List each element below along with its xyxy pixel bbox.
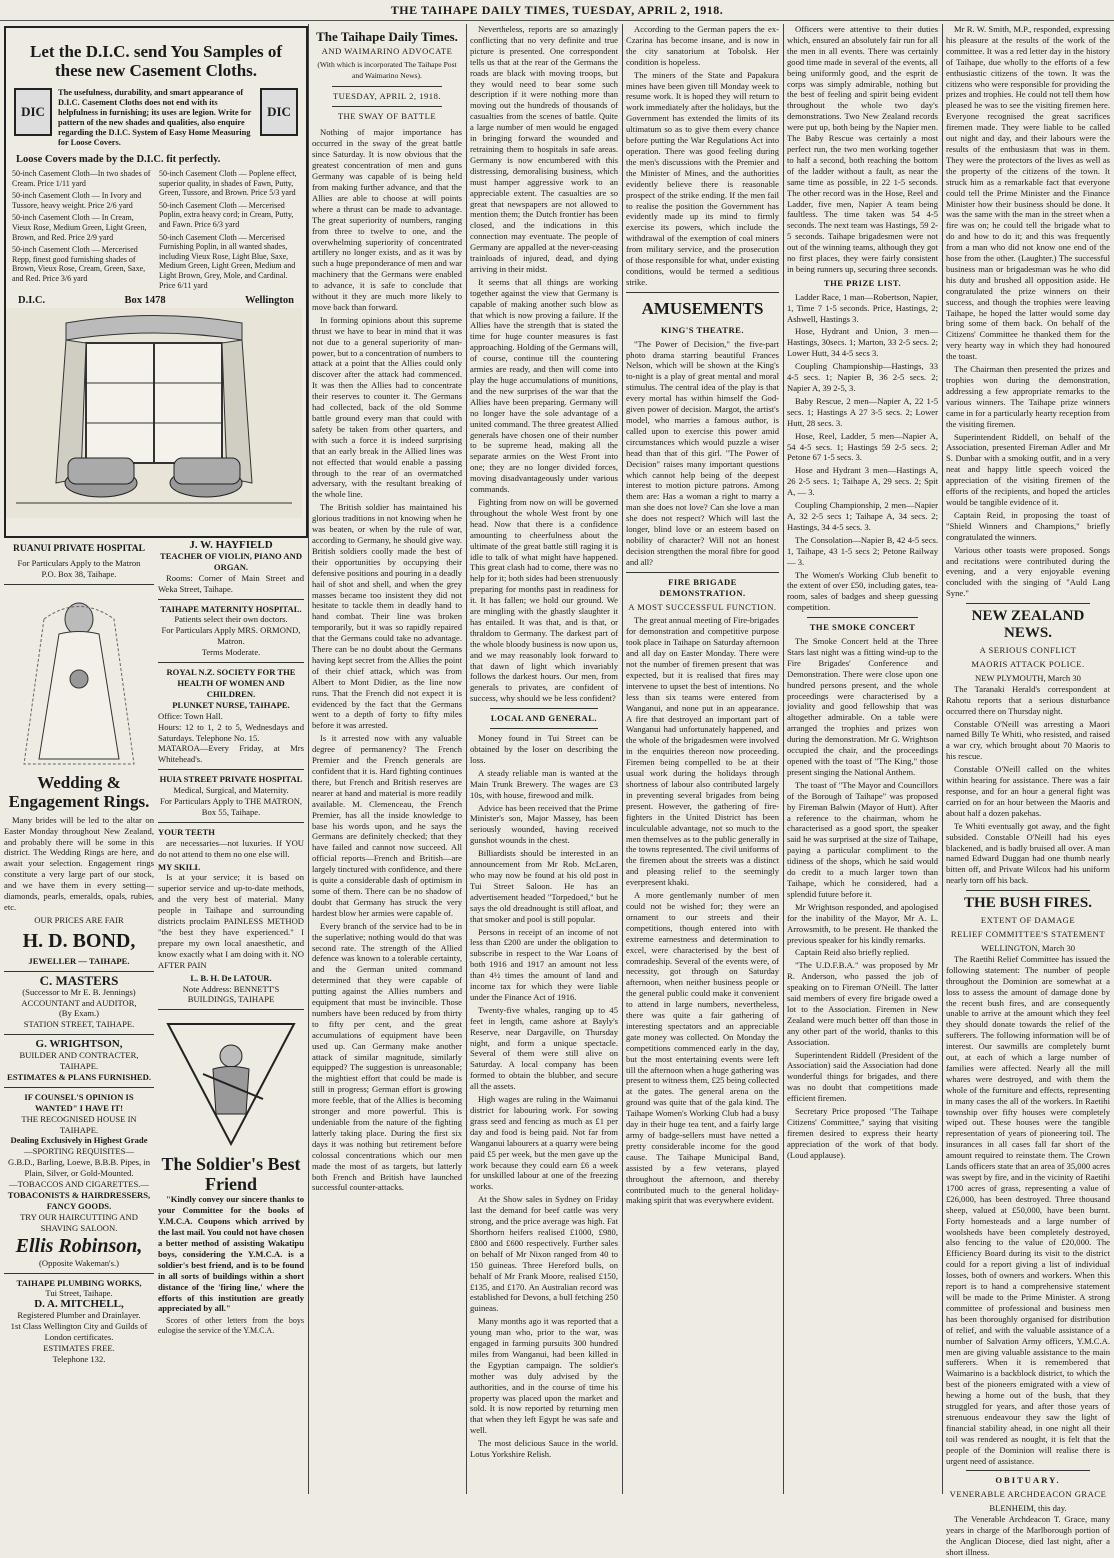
- divider: [158, 599, 304, 600]
- paper-sub: AND WAIMARINO ADVOCATE: [321, 45, 453, 56]
- dic-item: 50-inch Casement Cloth — In Ivory and Tussore, heavy weight. Price 2/6 yard: [12, 191, 142, 210]
- counsel-title: IF COUNSEL'S OPINION IS WANTED" I HAVE IT!: [24, 1091, 134, 1113]
- column-2: [158, 540, 304, 1495]
- delatour-addr: Note Address: BENNETT'S BUILDINGS, TAIHAPE: [182, 983, 280, 1005]
- dic-item: 50-inch Casement Cloth — Mercerised Repp, finest good furnishing shades of Brown, Vieux Rose, Cream, Green, Saxe, and Red. Price 3/6 yard: [12, 245, 146, 283]
- nz-news-sub: A SERIOUS CONFLICT: [979, 645, 1077, 656]
- amusements-sub: KING'S THEATRE.: [660, 324, 745, 335]
- bush-sub: EXTENT OF DAMAGE: [980, 915, 1076, 926]
- paragraph: "The U.D.F.B.A." was proposed by Mr R. Anderson, who passed the job of speaking on to Fireman O'Neill. The latter said members of every fire brigade owed a lot to the Association. Firemen in New Zealand were much better off than those in any other part of the world, thanks to this Association.: [787, 960, 938, 1047]
- paper-date: TUESDAY, APRIL 2, 1918.: [332, 90, 442, 101]
- ruanui-title: RUANUI PRIVATE HOSPITAL: [13, 544, 145, 554]
- bride-illustration: [4, 589, 154, 769]
- divider: [4, 1087, 154, 1088]
- fire-body: [626, 615, 779, 1206]
- paragraph: Is it arrested now with any valuable degree of permanency? The French Premier and the French generals are confident that it is. Hard fighting continues there, but French and British reserves are nearer at hand and material is more readily available. M. Clemenceau, the French Premier, has all the inside knowledge to base his words upon, and he says the Germans are definitely checked; that they have failed and cannot now succeed. All official reports—French and British—are largely tinctured with confidence, and there is quite a considerable dash of optimism in some of them. There can be no shadow of doubt that Germany has struck the very hardest blow her armies were capable of.: [312, 733, 462, 918]
- column-7: [946, 24, 1110, 1557]
- paragraph: The British soldier has maintained his glorious traditions in not knowing when he was beaten, or when by the rule of war, according to Germany, he should give way. British soldiers coolly made the best of their opportunities by occupying their defensive positions and pouring in a deadly hail of shot and shell, and when the grey masses became too insistent they did not hesitate to tackle them in deadly hand to hand combat. Their line was broken temporarily, but it was so rapidly repaired that the Germans could take no advantage. There can be no doubt about the Germans having kept secret from the Allies the point of their chief attack, which was from Albert to Mont Didier, as the line now runs. That the French did not expect it is evidenced by the fact that the Germans went to a depth of forty to fifty miles before it was arrested.: [312, 502, 462, 731]
- paragraph: Constable O'Neill was arresting a Maori named Billy Te Whiti, who resisted, and raised a war cry, which brought about 70 Maoris to his rescue.: [946, 718, 1110, 762]
- window-illustration: [6, 308, 302, 518]
- column-5: [626, 24, 779, 1494]
- dic-logo-left: DIC: [14, 88, 52, 136]
- dic-headline: Let the D.I.C. send You Samples of these new Casement Cloths.: [29, 42, 283, 80]
- divider: [966, 890, 1090, 891]
- wrighton-name: G. WRIGHTSON,: [35, 1038, 123, 1051]
- bond-name: H. D. BOND,: [22, 929, 136, 952]
- divider: [490, 708, 598, 709]
- obituary-sub: VENERABLE ARCHDEACON GRACE: [949, 1489, 1107, 1500]
- divider: [966, 603, 1090, 604]
- paragraph: Baby Rescue, 2 men—Napier A, 22 1-5 secs. 1; Hastings A 27 3-5 secs. 2; Lower Hutt, 28 secs. 3.: [787, 395, 938, 428]
- dic-advertisement: [4, 26, 308, 538]
- fire-sub: A MOST SUCCESSFUL FUNCTION.: [628, 601, 777, 612]
- paragraph: Billiardists should be interested in an announcement from Mr Rob. McLaren, who may now be found at his old post in Tui Street Saloon. He has an advertisement headed "Torpedoed," but he says the old dreadnought is still afloat, and that smoker and pool is still popular.: [470, 848, 618, 924]
- paragraph: Advice has been received that the Prime Minister's son, Major Massey, has been seriously wounded, having received gunshot wounds in the chest.: [470, 802, 618, 846]
- huia-line2: For Particulars Apply to THE MATRON, Box 55, Taihape.: [159, 796, 303, 817]
- paragraph: Te Whiti eventually got away, and the fight subsided. Constable O'Neill had his eyes blackened, and is badly bruised all over. A man named Edward Duggan had one thumb nearly bitten off, and Private Wilcox had his uniform nearly torn off his back.: [946, 820, 1110, 886]
- paper-sub2: (With which is incorporated The Taihape Post and Waimarino News).: [317, 59, 457, 80]
- divider: [332, 86, 442, 87]
- soldier-triangle-illustration: [158, 1014, 304, 1154]
- dic-item: 50-inch Casement Cloth — Mercerised Poplin, extra heavy cord; in Cream, Putty, and Fawn. Price 6/3 yard: [159, 200, 294, 229]
- dic-item: 50-inch Casement Cloth—In two shades of Cream. Price 1/11 yard: [12, 169, 151, 188]
- paragraph: Hose, Reel, Ladder, 5 men—Napier A, 54 4-5 secs. 1; Hastings 59 2-5 secs. 2; Petone 67 1-5 secs. 3.: [787, 430, 938, 463]
- local-general-head: LOCAL AND GENERAL.: [490, 713, 598, 724]
- paragraph: A more gentlemanly number of men could not be wished for; they were an ornament to our streets and their competitions, though entered into with extreme earnestness and determination to excel, were characterised by the best of comradeship. Several of the events were, of necessity, got through on Saturday afternoon, when neither business people or the general public could make it convenient to attend in large numbers, nevertheless, there was quite a fair gathering of interesting spectators and an appreciable gate money was collected. On Monday the competitions commenced early in the day, but the most entertaining events were left till the afternoon when a huge gathering was present to witness them, £25 being collected at the gates. The general arena on the ground was quite that of the gala kind. The Taihape Women's Working Club had a busy day in their huge tea tent, and a fairly large army of badge-sellers must have netted a pretty considerable income for the good cause. The Taihape Municipal Band, assisted by a few veterans, played throughout the afternoon, and thereby contributed much to the general holiday-making spirit that was everywhere evident.: [626, 890, 779, 1206]
- dic-intro: The usefulness, durability, and smart appearance of D.I.C. Casement Cloths does not end with its helpfulness in furnishing; its uses are legion. Write for pattern of the new shades and qualities, also enquire regarding the D.I.C. System of Easy Home Measuring for Loose Covers.: [58, 88, 252, 147]
- delatour-name: L. B. H. De LATOUR.: [190, 972, 272, 983]
- paragraph: Twenty-five whales, ranging up to 45 feet in length, came ashore at Bayly's Reserve, near Dargaville, on Thursday night, and form a unique spectacle. Several of them were still alive on Saturday. A local company has been formed to obtain the blubber, and secure all the assets.: [470, 1004, 618, 1092]
- smoke-concert-body: [787, 636, 938, 1161]
- dic-right-items: [159, 169, 300, 293]
- divider: [4, 971, 154, 972]
- bond-prices: OUR PRICES ARE FAIR: [34, 914, 124, 925]
- paragraph: Coupling Championship, 2 men—Napier A, 32 2-5 secs 1; Taihape A, 34 secs. 2; Hastings, 34 4-5 secs. 3.: [787, 500, 938, 532]
- column-rule: [783, 24, 784, 1494]
- paragraph: Superintendent Riddell (President of the Association) said the Association had done wonderful things for brigades, and there was no doubt that competitions made efficient firemen.: [787, 1049, 938, 1104]
- bond-title: Wedding & Engagement Rings.: [8, 772, 150, 811]
- amusements-body: [626, 339, 779, 568]
- plumbing-tel: Telephone 132.: [52, 1353, 106, 1364]
- plunket-line2: Hours: 12 to 1, 2 to 5, Wednesdays and Saturdays. Telephone No. 15.: [158, 721, 304, 743]
- smoke-concert-continued: [946, 24, 1110, 599]
- nz-news-sub2: MAORIS ATTACK POLICE.: [971, 659, 1085, 670]
- paragraph: Many months ago it was reported that a young man who, prior to the war, was engaged in farming pursuits 300 hundred miles from Wanganui, had been killed in the Egyptian campaign. The soldier's mother was duly advised by the authorities, and in the course of time his property was placed upon the market and sold. It is now reported by returning men that when they left Egypt he was safe and well.: [470, 1316, 618, 1436]
- paragraph: "The Power of Decision," the five-part photo drama starring beautiful Frances Nelson, which will be shown at the King's to-night is a play of great mental and moral stimulus. The central idea of the play is that every mortal has within himself the God-given power of decision. Margot, the artist's model, who marries a famous author, is called upon to exercise this power amid circumstances which would puzzle a wiser head than that of this girl. "The Power of Decision" raises many important questions which cannot help being of the deepest interest to motion picture patrons. Among them are: Has a woman a right to marry a man she does not love? Can she love a man she does not respect? Which will last the longer, blind love or an esteem based on nobility of character? Will not an honest decision strengthen the moral fibre for good and all?: [626, 338, 779, 567]
- dic-name: D.I.C.: [18, 295, 46, 307]
- plumbing-title: TAIHAPE PLUMBING WORKS,: [16, 1277, 142, 1288]
- hayfield-line1: TEACHER OF VIOLIN, PIANO AND ORGAN.: [159, 550, 303, 572]
- ruanui-address: P.O. Box 38, Taihape.: [41, 568, 117, 579]
- soldier-footer: Scores of other letters from the boys eulogise the service of the Y.M.C.A.: [158, 1316, 304, 1336]
- news-items: [626, 24, 779, 288]
- paragraph: High wages are ruling in the Waimanui district for labouring work. For sowing grass seed and fencing as much as £1 per day and food is being paid. Not far from Wanganui labourers at a quarry were being paid £5 per week, but the men gave up the work because they could earn £6 a week for unskilled labour at one of the freezing works.: [470, 1094, 618, 1192]
- teeth-body: are necessaries—not luxuries. If YOU do not attend to them no one else will.: [158, 837, 304, 859]
- fire-head: FIRE BRIGADE DEMONSTRATION.: [659, 576, 746, 598]
- plunket-title: ROYAL N.Z. SOCIETY FOR THE HEALTH OF WOMEN AND CHILDREN.: [166, 667, 296, 699]
- skill-head: MY SKILL: [158, 861, 201, 872]
- plunket-line3: MATAROA—Every Friday, at Mrs Whitehead's.: [158, 743, 304, 765]
- dic-item: 50-inch Casement Cloth — Mercerised Furnishing Poplin, in all wanted shades, including Vieux Rose, Light Blue, Saxe, Medium Green, Light Green, Medium and Light Brown, Grey, Mole, and Cardinal. Price 6/11 yard: [159, 232, 296, 290]
- divider: [158, 822, 304, 823]
- dic-loose-covers: Loose Covers made by the D.I.C. fit perfectly.: [16, 154, 221, 165]
- divider: [332, 106, 442, 107]
- divider: [626, 572, 779, 573]
- maternity-title: TAIHAPE MATERNITY HOSPITAL.: [160, 603, 302, 614]
- dic-city: Wellington: [244, 295, 294, 307]
- bush-dateline: WELLINGTON, March 30: [980, 942, 1076, 953]
- paragraph: Constable O'Neill called on the whites within hearing for assistance. There was a fair response, and for an hour a general fight was carried on for an hour between the Maoris and about half a dozen pakehas.: [946, 764, 1110, 818]
- divider: [966, 1470, 1090, 1471]
- bond-trade: JEWELLER — TAIHAPE.: [28, 955, 130, 966]
- divider: [626, 292, 779, 293]
- counsel-line5: TOBACONISTS & HAIRDRESSERS, FANCY GOODS.: [7, 1190, 151, 1211]
- column-4: [470, 24, 618, 1494]
- soldier-title: The Soldier's Best Friend: [161, 1154, 301, 1195]
- column-rule: [466, 24, 467, 1494]
- paragraph: Every branch of the service had to be in the superlative; nothing would do that was second rate. The strength of the Allied defence was known to a tolerable certainty, and the German united command determined that they were capable of putting against the Allies numbers and equipment that must be invincible. Those numbers have been reduced by from thirty to fifty per cent, and the great accumulations of equipment have been used up. Can Germany make another attack of similar magnitude, similarly equipped? The suggestion is unreasonable; the mightiest effort that could be made is still in progress; German effort is growing more feeble, that of the Allies is becoming stronger and more powerful. This is undeniable from the nature of the fighting latterly taking place. During the first six days it was nothing but retirement before colossal concentrations which our men made the most of as targets, but latterly both French and British have launched successful counter-attacks.: [312, 920, 462, 1193]
- huia-line1: Medical, Surgical, and Maternity.: [173, 785, 289, 796]
- bush-head: THE BUSH FIRES.: [964, 895, 1092, 912]
- masters-line1: ACCOUNTANT and AUDITOR,: [21, 997, 137, 1008]
- prize-list: [787, 292, 938, 613]
- paragraph: The miners of the State and Papakura mines have been given till Monday week to resume work. It is hoped they will return to work immediately after the holidays, but the Government has extended the limits of its ultimatum so as to give them every chance before putting the War Regulations Act into operation. There was good feeling during the men's discussions with the Premier and the Minister of Mines, and the authorities evidently believe there is reasonable prospect of the strike ending. If the men fail to realise the position the Government has evidently made up its mind to firmly exercise its powers, which include the withdrawal of the exemption of coal miners from military service, and the prosecution of those responsible for what, under existing conditions, would be termed a seditious strike.: [626, 69, 779, 287]
- masters-sub: (Successor to Mr E. B. Jennings): [22, 986, 136, 997]
- maternity-line2: For Particulars Apply MRS. ORMOND, Matron.: [161, 625, 301, 647]
- counsel-line3: G.B.D., Barling, Loewe, B.B.B. Pipes, in Plain, Silver, or Gold-Mounted.: [7, 1157, 151, 1179]
- obituary-text: The Venerable Archdeacon T. Grace, many years in charge of the Marlborough portion of the Anglican Diocese, died last night, after a short illness.: [946, 1514, 1110, 1557]
- paragraph: The Smoke Concert held at the Three Stars last night was a fitting wind-up to the Fire Brigades' Conference and Demonstration. There were close upon one hundred persons present, and the whole proceedings were characterised by a joviality and good fellowship that was altogether admirable. On a table were arranged the trophies and prizes won during the demonstration. Mr G. Wrightson occupied the chair, and the proceedings opened with the toast of "The King," those present singing the National Anthem.: [787, 636, 938, 777]
- teeth-head: YOUR TEETH: [158, 826, 215, 837]
- paragraph: The most delicious Sauce in the world. Lotus Yorkshire Relish.: [470, 1438, 618, 1460]
- paragraph: Mr R. W. Smith, M.P., responded, expressing his pleasure at the results of the work of the committee. It was a red letter day in the history of Taihape, due wholly to the efforts of a few enthusiastic citizens of the town. It was the citizens who were responsible for providing the prizes and trophies. He could not tell them how pleased he was to see the visiting firemen here. Everyone recognised the great sacrifices firemen made. They were liable to be called out night and day, and their labours were the results of the enthusiasm that was in them. They were the protectors of the lives as well as the property of the citizens of the town. It struck him as a remarkable fact that everyone could tell the Prime Minister and the Finance Minister how their business should be done. It was the same with the man in the street when a fire was on; he could tell the brigade what to do and how to do it; and this was frequently from a man who did not know one end of the hose from the other. (Laughter.) The successful business man or brigadesman was he who did his duty and brushed all opposition aside. He congratulated the prize winners on their success, and though the trophies were leaving Taihape, he hoped the latter would some day bring some of them back. On behalf of the Citizens' Committee he thanked them for the very hearty way in which they had honoured the toast.: [946, 24, 1110, 362]
- column-rule: [308, 24, 309, 1494]
- paragraph: The Raetihi Relief Committee has issued the following statement: The number of people throughout the Dominion are somewhat at a loss to assess the amount of damage done by the recent bush fires, and are consequently unable to arrive at the amount which they feel they should donate towards the relief of the sufferers. The following information will be of interest. Our sawmills are completely burnt out, at each of which a large number of families were affected. Nearly all the mill whares were destroyed, and with them the whole of the furniture and effects, representing in many cases the all of the workers. In Raetihi township over fifty houses were completely wiped out. These houses were the tangible representation of years of pioneering toil. The insurances in all cases fall far short of the amount required to reinstate them. The Crown Lands officers state that an area of 35,000 acres was swept by fire, and in the vicinity of Raetihi 1700 acres of grass, representing a value of £26,000, has been destroyed. Three thousand sheep, valued at £50,000, have been burnt. Forty homesteads and a large number of woolsheds have been completely destroyed, also fencing to the value of £20,000. The Efficiency Board during its visit to the district could for a report giving a list of individual losses, both of owners and workers. When this report is to hand a comprehensive statement will be made to the Prime Minister. A strong committee of professional and business men has been thoroughly organised for distribution of relief, and with the valuable assistance of a number of Salvation Army officers, Y.M.C.A. men are giving valuable assistance to the main sufferers. When it is remembered that Waimarino is a backblock district, to which the best of the pioneers emigrated with a view of hewing a home out of the bush, that they struggled for years, and after those years of strenuous endeavour they saw the light of financial stability ahead, in one night all their toil was rendered as nought, it is felt that the people of the Dominion will realise there is urgent need of assistance.: [946, 953, 1110, 1466]
- masters-line2: (By Exam.): [58, 1008, 100, 1019]
- hayfield-name: J. W. HAYFIELD: [189, 539, 273, 551]
- paragraph: The toast of "The Mayor and Councillors of the Borough of Taihape" was proposed by Fireman Balwin (Mayor of Hutt). After a reference to the chairman, whom he characterised as a good sport, the speaker said he was surprised at the size of Taihape, paying a particular compliment to the tidiness of the shops, which he said would do credit to a much larger town than Taihape, which he considered, had a splendid future before it.: [787, 779, 938, 899]
- paragraph: Nothing of major importance has occurred in the sway of the great battle since Saturday. It is now obvious that the greatest concentration of men and guns Germany was capable of is being held from making further advance, and that the Allies are able to choose at will points where a thrust can be made to advantage. The great superiority of numbers, ranging from three to twelve to one, and the overwhelming superiority of concentrated artillery no longer exists, and as it was by such a huge preponderance of men and war machinery that the Germans were enabled to advance, it is safe to conclude that without it they are much more likely to move back than forward.: [312, 127, 462, 312]
- counsel-line1: Dealing Exclusively in Highest Grade: [10, 1135, 148, 1146]
- paragraph: It seems that all things are working together against the view that Germany is capable of making another such blow as that which is now proving a failure. If the Allies have the strength that is stated the time for huge counter measures is fast approaching. Holding of the Germans will, of course, continue till the countering armies are ready, and then will come into play the huge accumulations of munitions, and the new surprises of the war that the Allies have been preparing. Germany will no longer have the sole advantage of a united command. The three greatest Allied generals have chosen one of their number to be supreme head, making all the separate armies on the West Front into one; they are no longer divided forces, moving disadvantageously under various commands.: [470, 276, 618, 495]
- divider: [4, 584, 154, 585]
- wrighton-line2: TAIHAPE.: [59, 1061, 99, 1072]
- paper-title: The Taihape Daily Times.: [316, 29, 458, 44]
- skill-body: Is at your service; it is based on superior service and up-to-date methods, and the very best of material. Many people in Taihape and surrounding districts proclaim PAINLESS METHOD "the best they have experienced." I prepare my own local anaesthetic, and know exactly what I am doing with it. NO AFTER PAIN: [158, 872, 304, 970]
- editorial-body: [312, 127, 462, 1193]
- smoke-head: THE SMOKE CONCERT: [809, 622, 916, 633]
- masters-name: C. MASTERS: [39, 972, 119, 988]
- paragraph: Hose, Hydrant and Union, 3 men—Hastings, 30secs. 1; Marton, 33 2-5 secs. 2; Lower Hutt, 34 4-5 secs 3.: [787, 326, 938, 359]
- paragraph: A steady reliable man is wanted at the Main Trunk Brewery. The wages are £3 10s, with house, firewood and milk.: [470, 767, 618, 800]
- bush-sub2: RELIEF COMMITTEE'S STATEMENT: [950, 929, 1106, 940]
- paragraph: Fighting from now on will be governed throughout the whole West front by one head. Now that there is a confidence amounting to cheerfulness about the ultimate of the great battle still raging it is idle to talk of what might have happened. This great clash had to come, there was no help for it; both sides had been strenuously preparing for months past in readiness for it. It has fallen; we hold our ground. We are mingling with the ghastly slaughter it has entailed. It was that, and is that, or thraldom to Germany. The darkest part of the whole bloody business is now upon us, and we may reasonably look forward to that dawn of light which invariably follows the darkest hours. Our men, from generals to privates, are confident of success, why should we be less confident?: [470, 496, 618, 704]
- paragraph: Captain Reid also briefly replied.: [795, 947, 910, 958]
- paragraph: Captain Reid, in proposing the toast of "Shield Winners and Champions," briefly congratulated the winners.: [946, 509, 1110, 542]
- dic-left-items: [12, 169, 153, 293]
- column-1: [4, 540, 154, 1495]
- plumbing-name: D. A. MITCHELL,: [34, 1298, 124, 1311]
- column-rule: [622, 24, 623, 1494]
- dic-box: Box 1478: [124, 295, 166, 307]
- masters-line3: STATION STREET, TAIHAPE.: [23, 1019, 135, 1030]
- soldier-body: "Kindly convey our sincere thanks to your Committee for the books of Y.M.C.A. Coupons which arrived by the last mail. You could not have chosen a better method of assisting Wakatipu boys, considering the Y.M.C.A. is a soldier's best friend, and is to be found in all sorts of buildings within a short distance of the 'firing line,' where the efforts of this institution are greatly appreciated by all.": [158, 1194, 304, 1314]
- counsel-head: THE RECOGNISED HOUSE IN TAIHAPE.: [21, 1113, 137, 1135]
- divider: [490, 728, 598, 729]
- paragraph: Superintendent Riddell, on behalf of the Association, presented Fireman Adler and Mr S. Dunbar with a smoking outfit, and in a very neat and happy little speech voiced the appreciation of the visiting firemen of the efforts of the recipients, and hoped the articles would be tangible evidence of it.: [946, 431, 1110, 507]
- local-general-body: [470, 733, 618, 1460]
- column-3: [312, 24, 462, 1494]
- counsel-opp: (Opposite Wakeman's.): [39, 1257, 119, 1268]
- dic-logo-right: DIC: [260, 88, 298, 136]
- plunket-line1: Office: Town Hall.: [158, 710, 223, 721]
- paragraph: Nevertheless, reports are so amazingly conflicting that no very definite and true picture is presented. One correspondent tells us that at the rear of the Germans the roads are black with moving troops, but they would need to bear some such description if it were nothing more than moving out the hundreds of thousands of casualties from the scenes of battle. Quite a large number of men would be engaged in bringing forward the wounded and retraining them to hospitals in safe areas. Germany is now encumbered with this distressing, demoralising business, which must hamper aggressive work to an appreciable extent. The casualties are so great that newspapers are not allowed to mention them; the Dutch frontier has been closed, and the indications in this connection may eventuate. The people of Germany are appalled at the never-ceasing trainloads of injured, dead, and dying arriving in their midst.: [470, 24, 618, 274]
- divider: [4, 1273, 154, 1274]
- paragraph: In forming opinions about this supreme thrust we have to bear in mind that it was not due to a general superiority of man-power, but to a concentration of numbers to attack at a point that the Allies could only discover after the attack had commenced. It was then the Allies had to concentrate their reserves to counter it. The Germans had collected, back of the old Somme battle ground every man that could with safety be taken from other quarters, and with such a force it is indeed surprising that an early break in the Allied lines was not effected that would enable a passing through to the rear of an overmatched adversary, with the resultant breaking of the whole line.: [312, 314, 463, 500]
- counsel-line2: —SPORTING REQUISITES—: [23, 1146, 134, 1157]
- bond-body: Many brides will be led to the altar on Easter Monday throughout New Zealand, and probably there will be some in this district. The Wedding Rings are here, and await your selection. Engagement rings constitute a very large part of our stock, and we have them in every setting—diamonds, pearls, emeralds, opals, rubies, etc.: [4, 814, 154, 912]
- paragraph: The Taranaki Herald's correspondent at Rahotu reports that a serious disturbance occurred there on Thursday night.: [946, 683, 1110, 716]
- paragraph: According to the German papers the ex-Czarina has become insane, and is now in the city sanatorium at Tobolsk. Her condition is hopeless.: [626, 24, 779, 67]
- plumbing-line3: ESTIMATES FREE.: [43, 1342, 115, 1353]
- divider: [807, 617, 918, 618]
- hayfield-line2: Rooms: Corner of Main Street and Weka Street, Taihape.: [158, 572, 304, 594]
- dic-item: 50-inch Casement Cloth — In Cream, Vieux Rose, Medium Green, Light Green, Brown, and Red. Price 2/9 yard: [12, 213, 147, 242]
- nz-news-head: NEW ZEALAND NEWS.: [971, 608, 1085, 642]
- paragraph: Persons in receipt of an income of not less than £200 are under the obligation to subscribe in respect to the War Loans of both 1916 and 1917 an amount not less than 4½ times the amount of land and income tax for which they were liable under the Finance Act of 1916.: [470, 926, 618, 1002]
- paragraph: The Chairman then presented the prizes and trophies won during the demonstration, addressing a few appropriate remarks to the various winners. The Taihape prize winners came in for a particularly hearty reception from the visiting firemen.: [946, 364, 1110, 429]
- paragraph: Various other toasts were proposed. Songs and recitations were contributed during the evening, and a very enjoyable evening concluded with the singing of "Auld Lang Syne.": [946, 544, 1110, 599]
- paragraph: The great annual meeting of Fire-brigades for demonstration and competitive purpose took place in Taihape on Saturday afternoon and all day on Easter Monday. There were not the number of firemen present that was expected, but it is realised that fires may intervene to upset the best of intentions. No less than six teams were entered from Wanganui, and none put in an appearance. A fire that destroyed an important part of Wanganui had unfortunately happened, and the whole of the brigadesmen were involved in the enquiries thereon now proceeding. Firemen being compelled to be at their usual work during the holidays through shortness of labour also contributed largely in preventing several brigades from being present. However, the gathering of fire-fighters in the United District has been inculculable advantage, not so much to the men themselves as to the public generally in the towns represented. The civil uniforms of the firemen about the streets was a distinct and pleasing relief to the seemingly everpresent khaki.: [626, 615, 779, 888]
- obituary-dateline: BLENHEIM, this day.: [989, 1503, 1067, 1514]
- huia-title: HUIA STREET PRIVATE HOSPITAL: [159, 774, 303, 785]
- plumbing-line2: 1st Class Wellington City and Guilds of London certificates.: [10, 1321, 148, 1343]
- paragraph: The Women's Working Club benefit to the extent of over £50, including gates, tea-room, sales of badges and sheep guessing competition.: [787, 569, 938, 613]
- paragraph: Mr Wrightson responded, and apologised for the inability of the Mayor, Mr A. L. Arrowsmith, to be present. He thanked the previous speaker for his kindly remarks.: [787, 901, 938, 945]
- maternity-line1: Patients select their own doctors.: [174, 614, 288, 625]
- nz-news-dateline: NEW PLYMOUTH, March 30: [975, 672, 1081, 683]
- bush-body: [946, 954, 1110, 1467]
- paragraph: At the Show sales in Sydney on Friday last the demand for beef cattle was very strong, and the price average was high. Fat Shorthorn heifers realised £1000, £980, £800 and £600 respectively. Further sales on behalf of Mr Nixon ranged from 40 to 150 guineas. Three Hereford bulls, on behalf of Mr Frank Moore, realised £150, £135, and £170. An Australian record was established for Devons, a bull fetching 250 guineas.: [470, 1194, 618, 1314]
- counsel-line6: TRY OUR HAIRCUTTING AND SHAVING SALOON.: [20, 1211, 138, 1233]
- divider: [4, 1034, 154, 1035]
- fire-body-continued: [787, 24, 938, 275]
- paragraph: The Consolation—Napier B, 42 4-5 secs. 1, Taihape, 43 1-5 secs 2; Petone Railway — 3.: [787, 534, 938, 567]
- amusements-head: AMUSEMENTS: [641, 298, 764, 318]
- divider: [158, 769, 304, 770]
- editorial-head: THE SWAY OF BATTLE: [337, 110, 437, 121]
- paragraph: Secretary Price proposed "The Taihape Citizens' Committee," saying that visiting firemen desired to express their hearty appreciation of the work of that body. (Loud applause).: [787, 1106, 938, 1160]
- plumbing-line1: Registered Plumber and Drainlayer.: [17, 1310, 141, 1321]
- nz-news-body: [946, 684, 1110, 886]
- ellis-robinson: Ellis Robinson,: [15, 1234, 143, 1257]
- plumbing-addr: Tui Street, Taihape.: [45, 1288, 113, 1299]
- maternity-line3: Terms Moderate.: [201, 647, 261, 658]
- editorial-continued: [470, 24, 618, 704]
- divider: [158, 1009, 304, 1010]
- paragraph: Ladder Race, 1 man—Robertson, Napier, 1, Time 7 1-5 seconds. Price, Hastings, 2; Ashwell, Hastings 3.: [787, 291, 938, 324]
- paragraph: Hose and Hydrant 3 men—Hastings A, 26 2-5 secs. 1; Taihape A, 29 secs. 2; Spit A, — 3.: [787, 465, 938, 498]
- column-rule: [942, 24, 943, 1494]
- paragraph: Money found in Tui Street can be obtained by the loser on describing the loss.: [470, 733, 618, 765]
- ruanui-body: For Particulars Apply to the Matron: [17, 557, 141, 568]
- dic-item: 50-inch Casement Cloth — Poplene effect, superior quality, in shades of Fawn, Putty, Green, Tussore, and Brown. Price 5/3 yard: [159, 169, 297, 198]
- divider: [158, 662, 304, 663]
- paragraph: Coupling Championship—Hastings, 33 4-5 secs. 1; Napier B, 36 2-5 secs. 2; Napier A, 39 2-5, 3.: [787, 361, 938, 393]
- wrighton-line1: BUILDER AND CONTRACTER,: [19, 1050, 139, 1061]
- obituary-head: OBITUARY.: [995, 1475, 1061, 1486]
- paragraph: Officers were attentive to their duties which, ensured an absolutely fair run for all the men in all events. There was certainly good time made in several of the events, all being uniformly good, and the esprit de corps was simply admirable, nothing but the best of feeling and spirit being evident throughout the whole two day's demonstrations. Two New Zealand records were put up, both being by the Napier men. The Baby Rescue was certainly a most perfect run, the two men working together to half a second, both reaching the bottom of the ladder without a fault, as near the same time as possible, in 22 1-5 seconds. The other record was in the Hose, Reel and Ladder, five men, Napier A team being faultless. The time taken was 54 4-5 seconds. The next team was Hastings, 59 2-5 seconds. Taihape brigadesmen were not out of the winning teams, although they got no first places, they were fairly consistent in being runners up, securing three seconds.: [787, 24, 938, 274]
- prize-head: THE PRIZE LIST.: [823, 277, 902, 288]
- wrighton-line3: ESTIMATES & PLANS FURNISHED.: [6, 1071, 152, 1082]
- plunket-nurse: PLUNKET NURSE, TAIHAPE.: [172, 699, 290, 710]
- column-6: [787, 24, 938, 1494]
- counsel-line4: —TOBACCOS AND CIGARETTES.—: [9, 1179, 149, 1190]
- masthead: THE TAIHAPE DAILY TIMES, TUESDAY, APRIL 2, 1918.: [0, 0, 1114, 21]
